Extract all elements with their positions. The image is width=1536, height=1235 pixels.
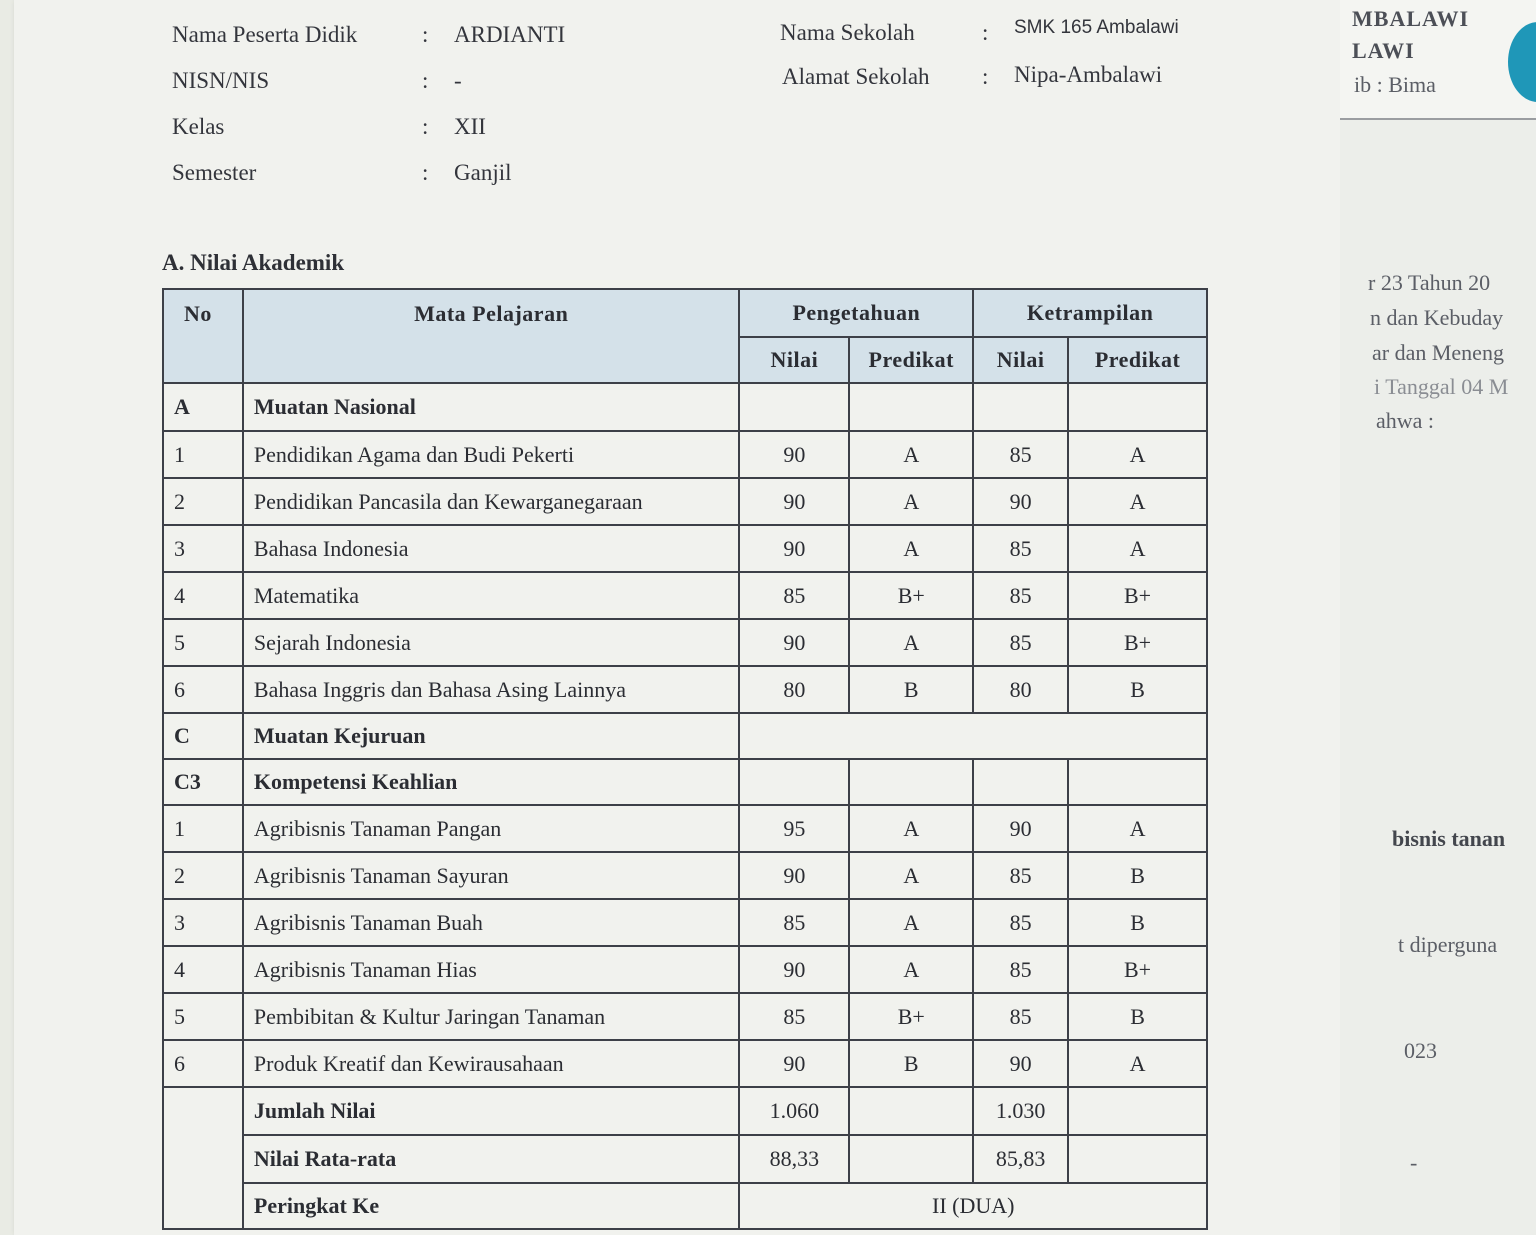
- row-knowledge-predicate: B: [849, 1040, 973, 1087]
- header-subject: Mata Pelajaran: [243, 289, 740, 337]
- class-label: Kelas: [172, 114, 225, 139]
- row-subject: Agribisnis Tanaman Pangan: [243, 805, 740, 852]
- row-no: 1: [163, 431, 243, 478]
- row-subject: Agribisnis Tanaman Buah: [243, 899, 740, 946]
- row-skill-predicate: A: [1068, 478, 1207, 525]
- nisn-value: -: [454, 68, 462, 93]
- row-subject: Pembibitan & Kultur Jaringan Tanaman: [243, 993, 740, 1040]
- row-skill-score: 90: [973, 478, 1068, 525]
- row-knowledge-predicate: A: [849, 805, 973, 852]
- colon: :: [422, 160, 429, 185]
- row-knowledge-score: 95: [739, 805, 849, 852]
- school-address-label: Alamat Sekolah: [782, 64, 930, 89]
- row-no: 2: [163, 852, 243, 899]
- row-skill-score: 85: [973, 852, 1068, 899]
- row-no: 5: [163, 993, 243, 1040]
- table-row: [163, 1040, 1207, 1087]
- row-subject: Agribisnis Tanaman Hias: [243, 946, 740, 993]
- table-row: [163, 899, 1207, 946]
- row-skill-score: 85: [973, 993, 1068, 1040]
- row-skill-score: 85: [973, 619, 1068, 666]
- row-skill-predicate: B: [1068, 852, 1207, 899]
- class-value: XII: [454, 114, 486, 139]
- group-label: Kompetensi Keahlian: [243, 759, 740, 805]
- table-row: [163, 478, 1207, 525]
- header-s-nilai: Nilai: [973, 337, 1068, 383]
- row-subject: Produk Kreatif dan Kewirausahaan: [243, 1040, 740, 1087]
- colon: :: [422, 22, 429, 47]
- row-skill-score: 85: [973, 572, 1068, 619]
- colon: :: [982, 20, 989, 45]
- row-knowledge-score: 90: [739, 525, 849, 572]
- row-skill-score: 85: [973, 899, 1068, 946]
- right-line-6: bisnis tanan: [1392, 826, 1506, 851]
- row-skill-score: 90: [973, 805, 1068, 852]
- right-line-2: n dan Kebuday: [1370, 305, 1504, 330]
- row-subject: Pendidikan Agama dan Budi Pekerti: [243, 431, 740, 478]
- row-knowledge-score: 90: [739, 478, 849, 525]
- section-title: A. Nilai Akademik: [162, 250, 345, 275]
- row-knowledge-score: 90: [739, 431, 849, 478]
- row-no: 6: [163, 666, 243, 713]
- row-skill-predicate: A: [1068, 1040, 1207, 1087]
- table-row: [163, 805, 1207, 852]
- row-no: 5: [163, 619, 243, 666]
- group-c3-rows: [163, 805, 1207, 1087]
- header-k-nilai: Nilai: [739, 337, 849, 383]
- row-knowledge-score: 80: [739, 666, 849, 713]
- table-row: [163, 525, 1207, 572]
- total-knowledge: 1.060: [739, 1087, 849, 1135]
- row-skill-score: 85: [973, 431, 1068, 478]
- rank-value: II (DUA): [739, 1183, 1207, 1229]
- table-row: [163, 666, 1207, 713]
- group-label: Muatan Kejuruan: [243, 713, 740, 759]
- group-code: A: [163, 383, 243, 431]
- row-skill-score: 90: [973, 1040, 1068, 1087]
- nisn-label: NISN/NIS: [172, 68, 270, 93]
- row-no: 4: [163, 946, 243, 993]
- row-no: 1: [163, 805, 243, 852]
- school-address-value: Nipa-Ambalawi: [1014, 62, 1163, 87]
- right-line-1: r 23 Tahun 20: [1368, 270, 1491, 295]
- right-line-8: 023: [1404, 1038, 1437, 1063]
- right-line-9: -: [1410, 1150, 1418, 1175]
- row-knowledge-score: 85: [739, 899, 849, 946]
- table-row: [163, 946, 1207, 993]
- row-knowledge-predicate: B+: [849, 572, 973, 619]
- row-knowledge-score: 90: [739, 946, 849, 993]
- row-skill-predicate: A: [1068, 431, 1207, 478]
- grades-table: [162, 288, 1208, 1230]
- row-knowledge-predicate: A: [849, 852, 973, 899]
- row-knowledge-score: 90: [739, 1040, 849, 1087]
- row-skill-score: 80: [973, 666, 1068, 713]
- row-no: 3: [163, 899, 243, 946]
- school-name-label: Nama Sekolah: [780, 20, 915, 45]
- total-skill: 1.030: [973, 1087, 1068, 1135]
- row-knowledge-predicate: A: [849, 478, 973, 525]
- colon: :: [422, 68, 429, 93]
- group-a-rows: [163, 431, 1207, 713]
- row-subject: Sejarah Indonesia: [243, 619, 740, 666]
- average-knowledge: 88,33: [739, 1135, 849, 1183]
- row-skill-predicate: B+: [1068, 946, 1207, 993]
- row-knowledge-score: 85: [739, 572, 849, 619]
- semester-label: Semester: [172, 160, 257, 185]
- semester-value: Ganjil: [454, 160, 512, 185]
- right-line-5: ahwa :: [1376, 408, 1435, 433]
- table-row: [163, 852, 1207, 899]
- row-knowledge-predicate: A: [849, 431, 973, 478]
- total-label: Jumlah Nilai: [243, 1087, 740, 1135]
- row-knowledge-predicate: B+: [849, 993, 973, 1040]
- row-no: 4: [163, 572, 243, 619]
- row-skill-predicate: B+: [1068, 572, 1207, 619]
- row-knowledge-predicate: B: [849, 666, 973, 713]
- table-row: [163, 572, 1207, 619]
- right-line-4: i Tanggal 04 M: [1374, 374, 1509, 399]
- table-row: [163, 431, 1207, 478]
- row-subject: Matematika: [243, 572, 740, 619]
- summary-spacer: [163, 1135, 243, 1183]
- student-name-label: Nama Peserta Didik: [172, 22, 358, 47]
- header-k-predikat: Predikat: [849, 337, 973, 383]
- table-row: [163, 993, 1207, 1040]
- row-skill-predicate: A: [1068, 805, 1207, 852]
- row-skill-score: 85: [973, 946, 1068, 993]
- letterhead-line-3: ib : Bima: [1354, 72, 1436, 97]
- average-label: Nilai Rata-rata: [243, 1135, 740, 1183]
- rank-label: Peringkat Ke: [243, 1183, 740, 1229]
- header-skill: Ketrampilan: [973, 289, 1207, 337]
- row-subject: Bahasa Indonesia: [243, 525, 740, 572]
- colon: :: [982, 64, 989, 89]
- letterhead-line-2: LAWI: [1352, 38, 1415, 63]
- header-no: No: [163, 289, 243, 337]
- second-page: [1340, 0, 1536, 1235]
- row-subject: Pendidikan Pancasila dan Kewarganegaraan: [243, 478, 740, 525]
- row-knowledge-score: 90: [739, 619, 849, 666]
- row-knowledge-score: 85: [739, 993, 849, 1040]
- header-knowledge: Pengetahuan: [739, 289, 973, 337]
- header-no-spacer: [163, 337, 243, 383]
- header-subject-spacer: [243, 337, 740, 383]
- row-skill-predicate: B: [1068, 666, 1207, 713]
- row-knowledge-predicate: A: [849, 525, 973, 572]
- average-skill: 85,83: [973, 1135, 1068, 1183]
- group-code: C: [163, 713, 243, 759]
- row-skill-score: 85: [973, 525, 1068, 572]
- row-subject: Bahasa Inggris dan Bahasa Asing Lainnya: [243, 666, 740, 713]
- right-line-3: ar dan Meneng: [1372, 340, 1504, 365]
- summary-spacer: [163, 1087, 243, 1135]
- letterhead-line-1: MBALAWI: [1352, 6, 1470, 31]
- row-no: 2: [163, 478, 243, 525]
- row-subject: Agribisnis Tanaman Sayuran: [243, 852, 740, 899]
- table-row: [163, 619, 1207, 666]
- group-code: C3: [163, 759, 243, 805]
- row-skill-predicate: B: [1068, 899, 1207, 946]
- summary-spacer: [163, 1183, 243, 1229]
- row-knowledge-predicate: A: [849, 899, 973, 946]
- row-skill-predicate: B: [1068, 993, 1207, 1040]
- row-knowledge-predicate: A: [849, 946, 973, 993]
- row-knowledge-predicate: A: [849, 619, 973, 666]
- group-label: Muatan Nasional: [243, 383, 740, 431]
- row-no: 3: [163, 525, 243, 572]
- row-skill-predicate: B+: [1068, 619, 1207, 666]
- school-name-value: SMK 165 Ambalawi: [1014, 17, 1179, 38]
- colon: :: [422, 114, 429, 139]
- student-name-value: ARDIANTI: [454, 22, 566, 47]
- row-skill-predicate: A: [1068, 525, 1207, 572]
- right-line-7: t diperguna: [1398, 932, 1498, 957]
- row-no: 6: [163, 1040, 243, 1087]
- row-knowledge-score: 90: [739, 852, 849, 899]
- header-s-predikat: Predikat: [1068, 337, 1207, 383]
